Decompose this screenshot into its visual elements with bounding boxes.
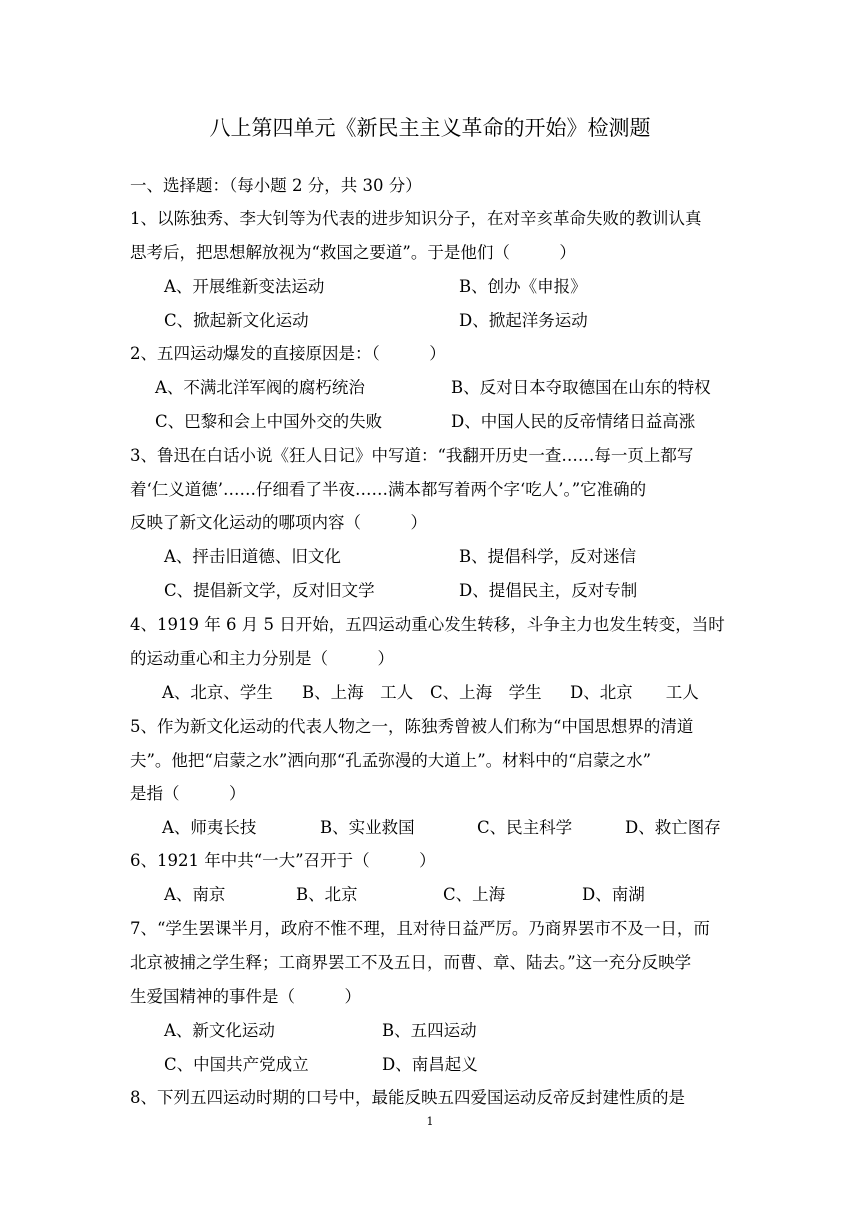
question-5-text-line-2: 夫”。他把“启蒙之水”洒向那“孔孟弥漫的大道上”。材料中的“启蒙之水” xyxy=(130,751,652,770)
question-5-option-d: D、救亡图存 xyxy=(625,818,721,837)
question-6-option-d: D、南湖 xyxy=(582,885,645,904)
question-7-option-b: B、五四运动 xyxy=(382,1021,477,1040)
question-6-text-line-1: 6、1921 年中共“一大”召开于（ ） xyxy=(130,851,436,870)
question-2-option-c: C、巴黎和会上中国外交的失败 xyxy=(155,412,383,431)
question-2-text-line-1: 2、五四运动爆发的直接原因是：（ ） xyxy=(130,344,446,363)
question-7-text-line-1: 7、“学生罢课半月，政府不惟不理，且对待日益严厉。乃商界罢市不及一日，而 xyxy=(130,919,710,938)
question-7-option-a: A、新文化运动 xyxy=(164,1021,275,1040)
question-1-option-d: D、掀起洋务运动 xyxy=(459,311,588,330)
question-5-option-c: C、民主科学 xyxy=(477,818,573,837)
question-6-option-b: B、北京 xyxy=(296,885,358,904)
question-3-option-c: C、提倡新文学，反对旧文学 xyxy=(164,581,375,600)
question-4-text-line-2: 的运动重心和主力分别是（ ） xyxy=(130,649,394,668)
question-7-option-d: D、南昌起义 xyxy=(382,1055,478,1074)
question-2-option-a: A、不满北洋军阀的腐朽统治 xyxy=(155,378,365,397)
question-7-text-line-3: 生爱国精神的事件是（ ） xyxy=(130,987,361,1006)
question-5-text-line-1: 5、作为新文化运动的代表人物之一，陈独秀曾被人们称为“中国思想界的清道 xyxy=(130,717,694,736)
question-3-option-a: A、抨击旧道德、旧文化 xyxy=(164,547,341,566)
question-6-option-a: A、南京 xyxy=(164,885,226,904)
question-5-option-b: B、实业救国 xyxy=(320,818,415,837)
question-1-option-a: A、开展维新变法运动 xyxy=(164,277,325,296)
question-4-option-d: D、北京 工人 xyxy=(570,683,699,702)
question-2-option-d: D、中国人民的反帝情绪日益高涨 xyxy=(451,412,696,431)
question-4-option-c: C、上海 学生 xyxy=(430,683,542,702)
question-1-option-c: C、掀起新文化运动 xyxy=(164,311,309,330)
question-5-text-line-3: 是指（ ） xyxy=(130,784,246,803)
question-2-option-b: B、反对日本夺取德国在山东的特权 xyxy=(451,378,711,397)
question-3-text-line-3: 反映了新文化运动的哪项内容（ ） xyxy=(130,513,427,532)
question-8-text-line-1: 8、下列五四运动时期的口号中，最能反映五四爱国运动反帝反封建性质的是 xyxy=(130,1088,685,1107)
question-4-option-b: B、上海 工人 xyxy=(302,683,414,702)
question-6-option-c: C、上海 xyxy=(443,885,506,904)
page-title: 八上第四单元《新民主主义革命的开始》检测题 xyxy=(209,116,651,140)
question-3-option-d: D、提倡民主，反对专制 xyxy=(459,581,638,600)
question-7-text-line-2: 北京被捕之学生释；工商界罢工不及五日，而曹、章、陆去。”这一充分反映学 xyxy=(130,953,692,972)
question-7-option-c: C、中国共产党成立 xyxy=(164,1055,309,1074)
question-5-option-a: A、师夷长技 xyxy=(162,818,257,837)
question-3-text-line-1: 3、鲁迅在白话小说《狂人日记》中写道：“我翻开历史一查……每一页上都写 xyxy=(130,446,694,465)
section-heading: 一、选择题：（每小题 2 分，共 30 分） xyxy=(130,176,422,195)
question-1-option-b: B、创办《申报》 xyxy=(459,277,587,296)
question-1-text-line-2: 思考后，把思想解放视为“救国之要道”。于是他们（ ） xyxy=(130,243,576,262)
page-number: 1 xyxy=(426,1115,434,1128)
question-4-text-line-1: 4、1919 年 6 月 5 日开始，五四运动重心发生转移，斗争主力也发生转变，当时 xyxy=(130,615,725,634)
question-3-text-line-2: 着‘仁义道德’……仔细看了半夜……满本都写着两个字‘吃人’。”它准确的 xyxy=(130,480,647,499)
question-4-option-a: A、北京、学生 xyxy=(162,683,273,702)
question-3-option-b: B、提倡科学，反对迷信 xyxy=(459,547,637,566)
question-1-text-line-1: 1、以陈独秀、李大钊等为代表的进步知识分子，在对辛亥革命失败的教训认真 xyxy=(130,209,702,228)
